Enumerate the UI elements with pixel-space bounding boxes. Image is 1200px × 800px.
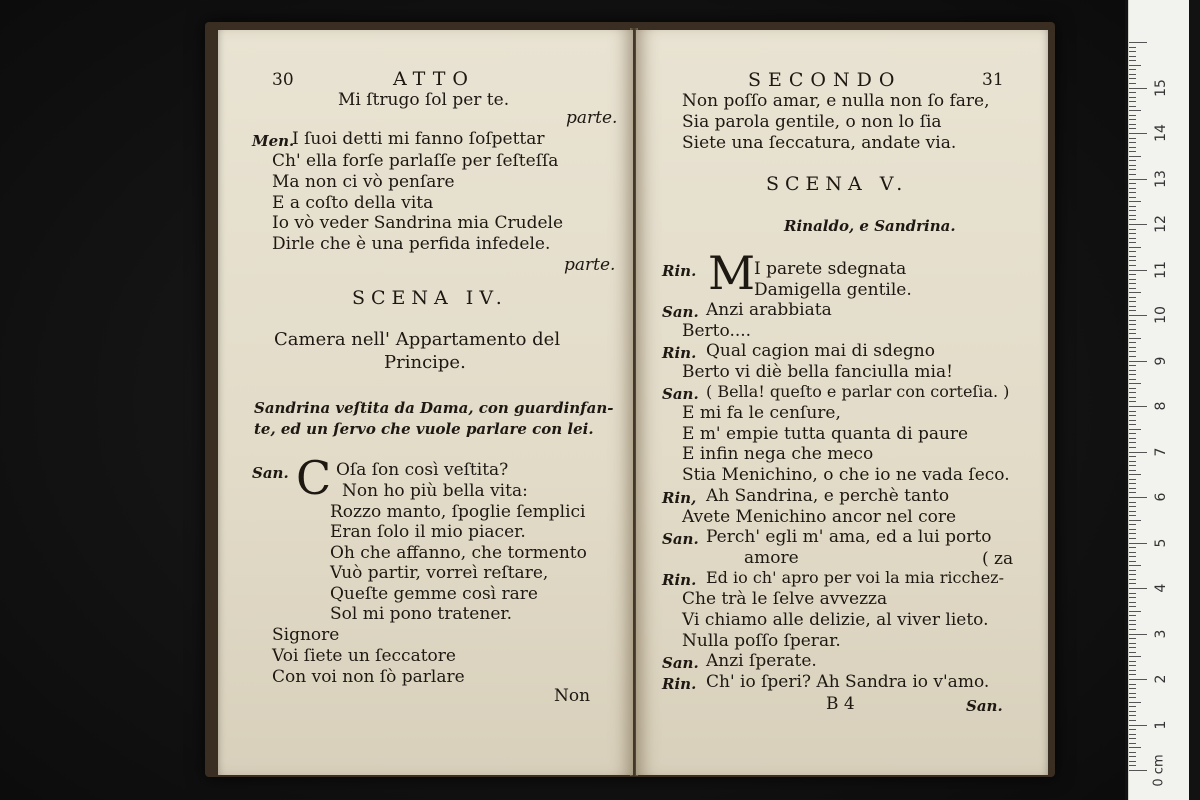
ruler-tick	[1129, 583, 1136, 584]
speaker-label: San.	[252, 464, 289, 482]
ruler-tick	[1129, 606, 1136, 607]
ruler-tick	[1129, 283, 1136, 284]
ruler-tick	[1129, 770, 1147, 771]
ruler-tick	[1129, 656, 1141, 657]
stage-direction: Sandrina veſtita da Dama, con guardinfan-	[254, 399, 614, 417]
ruler-tick	[1129, 401, 1136, 402]
signature-mark: B 4	[826, 694, 855, 714]
ruler-tick	[1129, 452, 1147, 453]
page-number: 30	[272, 70, 294, 90]
ruler-tick	[1129, 547, 1136, 548]
ruler-tick	[1129, 60, 1136, 61]
ruler-tick	[1129, 88, 1147, 89]
ruler-tick	[1129, 424, 1136, 425]
ruler-tick	[1129, 347, 1136, 348]
ruler-tick	[1129, 179, 1147, 180]
scene-location: Camera nell' Appartamento del	[274, 329, 561, 350]
ruler-tick	[1129, 251, 1136, 252]
dialogue-line: Perch' egli m' ama, ed a lui porto	[706, 527, 992, 547]
ruler-tick	[1129, 565, 1141, 566]
ruler-tick	[1129, 165, 1136, 166]
ruler-tick	[1129, 725, 1147, 726]
verse-line: Non ho più bella vita:	[342, 481, 528, 501]
dialogue-line: Berto....	[682, 321, 752, 341]
ruler-tick	[1129, 497, 1147, 498]
ruler-tick	[1129, 219, 1136, 220]
ruler-tick	[1129, 474, 1141, 475]
ruler-tick	[1129, 315, 1147, 316]
ruler-tick	[1129, 74, 1136, 75]
ruler-tick	[1129, 620, 1136, 621]
ruler-tick	[1129, 288, 1136, 289]
ruler-tick	[1129, 160, 1136, 161]
verse-line: Oh che affanno, che tormento	[330, 543, 587, 563]
ruler-unit-label: 0 cm	[1151, 754, 1167, 787]
ruler-tick	[1129, 310, 1136, 311]
ruler-number: 6	[1153, 492, 1169, 502]
ruler-tick	[1129, 42, 1147, 43]
ruler-tick	[1129, 260, 1136, 261]
dialogue-line: E infin nega che meco	[682, 444, 874, 464]
speaker-label: San.	[662, 303, 699, 321]
left-page	[218, 30, 633, 775]
ruler-tick	[1129, 588, 1147, 589]
verse-line: Mi ſtrugo ſol per te.	[338, 90, 510, 110]
ruler-tick	[1129, 738, 1136, 739]
ruler-tick	[1129, 188, 1136, 189]
page-number: 31	[982, 70, 1004, 90]
speaker-label: Rin.	[662, 344, 697, 362]
ruler-tick	[1129, 479, 1136, 480]
ruler-tick	[1129, 411, 1136, 412]
ruler-number: 1	[1153, 720, 1169, 729]
ruler-tick	[1129, 634, 1147, 635]
ruler-tick	[1129, 611, 1141, 612]
ruler-tick	[1129, 201, 1141, 202]
dialogue-line: E m' empie tutta quanta di paure	[682, 424, 969, 444]
ruler-number: 3	[1153, 629, 1169, 638]
catchword: Non	[554, 686, 591, 706]
ruler-tick	[1129, 270, 1147, 271]
ruler-tick	[1129, 292, 1141, 293]
ruler-tick	[1129, 138, 1136, 139]
verse-line: Sia parola gentile, o non lo ſia	[682, 112, 942, 132]
ruler-tick	[1129, 511, 1136, 512]
ruler-tick	[1129, 597, 1136, 598]
ruler-tick	[1129, 206, 1136, 207]
ruler-tick	[1129, 142, 1136, 143]
running-head: SECONDO	[748, 69, 902, 91]
ruler-tick	[1129, 538, 1136, 539]
ruler-tick	[1129, 338, 1141, 339]
ruler-number: 11	[1153, 260, 1169, 279]
scene-characters: Rinaldo, e Sandrina.	[784, 217, 956, 235]
speaker-label: San.	[662, 385, 699, 403]
ruler-tick	[1129, 333, 1136, 334]
ruler-tick	[1129, 761, 1136, 762]
speaker-label: Men.	[252, 132, 295, 150]
ruler-tick	[1129, 370, 1136, 371]
ruler-number: 9	[1153, 356, 1169, 365]
ruler-tick	[1129, 192, 1136, 193]
speaker-label: Rin.	[662, 571, 697, 589]
speaker-label: Rin.	[662, 675, 697, 693]
ruler-tick	[1129, 574, 1136, 575]
ruler-tick	[1129, 229, 1136, 230]
verse-line: Non poſſo amar, e nulla non ſo fare,	[682, 91, 990, 111]
ruler-tick	[1129, 324, 1136, 325]
ruler-tick	[1129, 756, 1136, 757]
ruler-tick	[1129, 438, 1136, 439]
dialogue-line: Che trà le ſelve avvezza	[682, 589, 888, 609]
ruler-number: 5	[1153, 538, 1169, 547]
ruler-tick	[1129, 652, 1136, 653]
ruler-tick	[1129, 697, 1136, 698]
ruler-tick	[1129, 456, 1136, 457]
ruler-tick	[1129, 47, 1136, 48]
ruler-tick	[1129, 365, 1136, 366]
ruler-tick	[1129, 765, 1136, 766]
ruler-tick	[1129, 679, 1147, 680]
ruler-tick	[1129, 561, 1136, 562]
ruler-tick	[1129, 388, 1136, 389]
ruler-number: 10	[1153, 306, 1169, 324]
ruler-tick	[1129, 397, 1136, 398]
ruler-tick	[1129, 515, 1136, 516]
ruler-tick	[1129, 533, 1136, 534]
ruler-tick	[1129, 465, 1136, 466]
ruler-tick	[1129, 115, 1136, 116]
ruler-tick	[1129, 720, 1136, 721]
dialogue-line: amore	[744, 548, 799, 568]
verse-line: Signore	[272, 625, 340, 645]
ruler-number: 14	[1153, 124, 1169, 142]
ruler-tick	[1129, 128, 1136, 129]
verse-line: Con voi non ſò parlare	[272, 667, 465, 687]
verse-line: Oſa ſon così veſtita?	[336, 460, 509, 480]
ruler-tick	[1129, 256, 1136, 257]
ruler-tick	[1129, 670, 1136, 671]
verse-line: E a coſto della vita	[272, 193, 434, 213]
ruler-tick	[1129, 729, 1136, 730]
ruler-tick	[1129, 665, 1136, 666]
dialogue-line: Vi chiamo alle delizie, al viver lieto.	[682, 610, 989, 630]
dialogue-line: ( Bella! queſto e parlar con corteſia. )	[706, 382, 1010, 401]
ruler-tick	[1129, 124, 1136, 125]
verse-line: Dirle che è una perfida infedele.	[272, 234, 551, 254]
ruler-tick	[1129, 433, 1136, 434]
dialogue-line: I parete sdegnata	[754, 259, 907, 279]
dialogue-line: Ed io ch' apro per voi la mia ricchez-	[706, 568, 1005, 587]
ruler-tick	[1129, 715, 1136, 716]
speaker-label: San.	[662, 654, 699, 672]
dialogue-line: Anzi arabbiata	[706, 300, 832, 320]
scene-title: SCENA IV.	[352, 287, 508, 309]
stage-direction: te, ed un ſervo che vuole parlare con lei.	[254, 420, 594, 438]
verse-line: Queſte gemme così rare	[330, 584, 538, 604]
ruler-tick	[1129, 502, 1136, 503]
verse-line: I ſuoi detti mi fanno ſoſpettar	[292, 129, 545, 149]
ruler-tick	[1129, 420, 1136, 421]
ruler-tick	[1129, 529, 1136, 530]
dialogue-line: Berto vi diè bella fanciulla mia!	[682, 362, 953, 382]
right-page	[636, 30, 1048, 775]
dialogue-line: Ah Sandrina, e perchè tanto	[706, 486, 950, 506]
ruler-tick	[1129, 306, 1136, 307]
ruler-tick	[1129, 233, 1136, 234]
ruler-number: 12	[1153, 215, 1169, 233]
ruler-tick	[1129, 483, 1136, 484]
dialogue-line: Nulla poſſo ſperar.	[682, 631, 841, 651]
ruler-tick	[1129, 151, 1136, 152]
verse-line: Siete una ſeccatura, andate via.	[682, 133, 957, 153]
ruler-tick	[1129, 147, 1136, 148]
ruler-tick	[1129, 356, 1136, 357]
dialogue-line: Damigella gentile.	[754, 280, 912, 300]
ruler-tick	[1129, 351, 1136, 352]
ruler-tick	[1129, 624, 1136, 625]
speaker-label: Rin,	[662, 489, 697, 507]
ruler-tick	[1129, 247, 1141, 248]
ruler-tick	[1129, 156, 1141, 157]
ruler-tick	[1129, 406, 1147, 407]
ruler-number: 13	[1153, 169, 1169, 188]
ruler-tick	[1129, 415, 1136, 416]
ruler-tick	[1129, 747, 1141, 748]
ruler-tick	[1129, 442, 1136, 443]
ruler-tick	[1129, 224, 1147, 225]
ruler-tick	[1129, 101, 1136, 102]
drop-cap: C	[296, 451, 332, 505]
ruler-tick	[1129, 183, 1136, 184]
ruler-tick	[1129, 83, 1136, 84]
stage-exit: parte.	[564, 255, 616, 275]
dialogue-line: E mi fa le cenſure,	[682, 403, 841, 423]
ruler-tick	[1129, 110, 1141, 111]
ruler-tick	[1129, 661, 1136, 662]
ruler-tick	[1129, 97, 1136, 98]
ruler-tick	[1129, 174, 1136, 175]
ruler-tick	[1129, 215, 1136, 216]
ruler-tick	[1129, 301, 1136, 302]
ruler-tick	[1129, 579, 1136, 580]
ruler-tick	[1129, 693, 1136, 694]
ruler-tick	[1129, 169, 1136, 170]
ruler-tick	[1129, 379, 1136, 380]
ruler-tick	[1129, 78, 1136, 79]
ruler-tick	[1129, 447, 1136, 448]
ruler-tick	[1129, 734, 1136, 735]
ruler-tick	[1129, 279, 1136, 280]
drop-cap: M	[708, 246, 756, 300]
verse-line: Rozzo manto, ſpoglie ſemplici	[330, 502, 586, 522]
verse-line: Voi ſiete un ſeccatore	[272, 646, 456, 666]
ruler-tick	[1129, 602, 1136, 603]
speaker-label: San.	[662, 530, 699, 548]
ruler-tick	[1129, 65, 1141, 66]
ruler-tick	[1129, 543, 1147, 544]
ruler-tick	[1129, 320, 1136, 321]
ruler-tick	[1129, 69, 1136, 70]
ruler-tick	[1129, 133, 1147, 134]
ruler-tick	[1129, 711, 1136, 712]
ruler-tick	[1129, 56, 1136, 57]
ruler-tick	[1129, 552, 1136, 553]
ruler-tick	[1129, 242, 1136, 243]
dialogue-line: Ch' io ſperi? Ah Sandra io v'amo.	[706, 672, 990, 692]
verse-line: Sol mi pono tratener.	[330, 604, 513, 624]
ruler-tick	[1129, 688, 1136, 689]
ruler-tick	[1129, 524, 1136, 525]
ruler-tick	[1129, 461, 1136, 462]
ruler-tick	[1129, 684, 1136, 685]
ruler-number: 4	[1153, 583, 1169, 593]
ruler-tick	[1129, 274, 1136, 275]
ruler-tick	[1129, 643, 1136, 644]
ruler-tick	[1129, 593, 1136, 594]
speaker-label: Rin.	[662, 262, 697, 280]
ruler-tick	[1129, 210, 1136, 211]
verse-line: Ch' ella forſe parlaſſe per ſeſteſſa	[272, 151, 559, 171]
dialogue-line: Anzi ſperate.	[706, 651, 817, 671]
ruler-tick	[1129, 520, 1141, 521]
ruler-tick	[1129, 197, 1136, 198]
ruler-tick	[1129, 638, 1136, 639]
line-fragment: ( za	[982, 549, 1014, 569]
ruler-tick	[1129, 488, 1136, 489]
dialogue-line: Qual cagion mai di sdegno	[706, 341, 935, 361]
ruler-number: 8	[1153, 401, 1169, 411]
verse-line: Eran ſolo il mio piacer.	[330, 522, 526, 542]
ruler-tick	[1129, 383, 1141, 384]
ruler-tick	[1129, 119, 1136, 120]
verse-line: Vuò partir, vorreì reſtare,	[330, 563, 549, 583]
ruler-tick	[1129, 647, 1136, 648]
ruler-tick	[1129, 265, 1136, 266]
verse-line: Ma non ci vò penſare	[272, 172, 455, 192]
ruler-tick	[1129, 743, 1136, 744]
ruler-tick	[1129, 238, 1136, 239]
ruler-tick	[1129, 361, 1147, 362]
ruler-tick	[1129, 702, 1141, 703]
measuring-ruler	[1128, 0, 1189, 800]
ruler-tick	[1129, 506, 1136, 507]
ruler-tick	[1129, 297, 1136, 298]
ruler-tick	[1129, 492, 1136, 493]
ruler-number: 7	[1153, 447, 1169, 456]
scene-title: SCENA V.	[766, 173, 909, 195]
ruler-tick	[1129, 92, 1136, 93]
ruler-tick	[1129, 470, 1136, 471]
ruler-tick	[1129, 329, 1136, 330]
ruler-tick	[1129, 429, 1141, 430]
ruler-tick	[1129, 615, 1136, 616]
dialogue-line: Avete Menichino ancor nel core	[682, 507, 957, 527]
ruler-tick	[1129, 556, 1136, 557]
ruler-tick	[1129, 392, 1136, 393]
scene-location: Principe.	[384, 352, 466, 373]
running-head: ATTO	[393, 68, 475, 90]
dialogue-line: Stia Menichino, o che io ne vada ſeco.	[682, 465, 1010, 485]
ruler-number: 15	[1153, 78, 1169, 97]
ruler-tick	[1129, 570, 1136, 571]
catchword: San.	[966, 697, 1003, 715]
ruler-tick	[1129, 629, 1136, 630]
ruler-tick	[1129, 752, 1136, 753]
ruler-tick	[1129, 51, 1136, 52]
ruler-tick	[1129, 374, 1136, 375]
ruler-number: 2	[1153, 674, 1169, 684]
ruler-tick	[1129, 674, 1136, 675]
ruler-tick	[1129, 106, 1136, 107]
stage-exit: parte.	[566, 108, 618, 128]
verse-line: Io vò veder Sandrina mia Crudele	[272, 213, 564, 233]
ruler-tick	[1129, 706, 1136, 707]
ruler-tick	[1129, 342, 1136, 343]
